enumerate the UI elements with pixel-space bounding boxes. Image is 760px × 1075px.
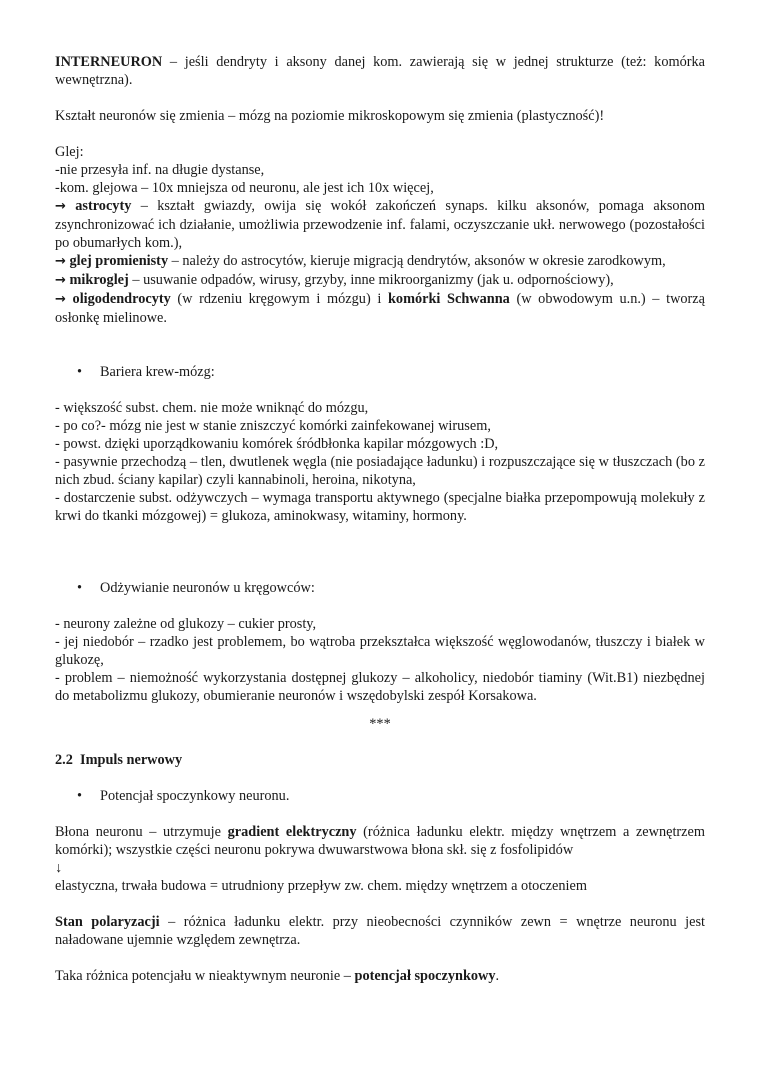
section-title: Impuls nerwowy	[80, 752, 183, 768]
down-arrow-icon: ↓	[55, 860, 63, 876]
glej-promienisty-term: glej promienisty	[69, 253, 169, 269]
potencjal-post: .	[495, 968, 500, 984]
gradient-term: gradient elektryczny	[227, 824, 357, 840]
right-arrow-icon: →	[55, 273, 66, 288]
schwann-text: (w obwodowym u.n.) – tworzą osłonkę mielinowe.	[55, 291, 705, 326]
odzywianie-bullet: • Odżywianie neuronów u kręgowców:	[55, 579, 705, 597]
bariera-line-1: - większość subst. chem. nie może wniknąć do mózgu,	[55, 400, 369, 416]
section-number: 2.2	[55, 752, 73, 768]
blona-post: (różnica ładunku elektr. między wnętrzem a zewnętrzem komórki); wszystkie części neuronu pokrywa dwuwarstwowa błona skł. się z fosfolipidów	[55, 824, 705, 858]
mikroglej-item	[55, 271, 705, 290]
right-arrow-icon: →	[55, 254, 66, 269]
stan-polaryzacji-paragraph	[55, 913, 705, 949]
right-arrow-icon: →	[55, 292, 66, 307]
odzywianie-line-2: - jej niedobór – rzadko jest problemem, bo wątroba przekształca większość węglowodanów, tłuszczy i białek w glukozę,	[55, 634, 705, 668]
potencjal-term: potencjał spoczynkowy	[354, 968, 496, 984]
stan-polaryzacji-term: Stan polaryzacji	[55, 914, 160, 930]
interneuron-text: – jeśli dendryty i aksony danej kom. zawierają się w jednej strukturze (też: komórka wewnętrzna).	[55, 54, 705, 88]
blona-paragraph	[55, 823, 705, 859]
potencjal-pre: Taka różnica potencjału w nieaktywnym neuronie –	[55, 968, 355, 984]
ksztalt-paragraph: Kształt neuronów się zmienia – mózg na poziomie mikroskopowym się zmienia (plastyczność)!	[55, 108, 605, 124]
odzywianie-line-3: - problem – niemożność wykorzystania dostępnej glukozy – alkoholicy, niedobór tiaminy (Wit.B1) niezbędnej do metabolizmu glukozy, obumieranie neuronów i wszędobylski zespół Korsakowa.	[55, 670, 705, 704]
stan-polaryzacji-text: – różnica ładunku elektr. przy nieobecności czynników zewn = wnętrze neuronu jest naładowane ujemnie względem zewnętrza.	[55, 914, 705, 948]
oligodendrocyty-item	[55, 290, 705, 327]
glej-line-1: -nie przesyła inf. na długie dystanse,	[55, 162, 265, 178]
document-page	[55, 53, 705, 985]
oligodendrocyty-term: oligodendrocyty	[72, 291, 171, 307]
blona-pre: Błona neuronu – utrzymuje	[55, 824, 228, 840]
bariera-bullet: • Bariera krew-mózg:	[55, 363, 705, 381]
mikroglej-text: – usuwanie odpadów, wirusy, grzyby, inne mikroorganizmy (jak u. odpornościowy),	[128, 272, 614, 288]
bariera-line-5: - dostarczenie subst. odżywczych – wymaga transportu aktywnego (specjalne białka przepompowują molekuły z krwi do tkanki mózgowej) = glukoza, aminokwasy, witaminy, hormony.	[55, 490, 705, 524]
schwann-term: komórki Schwanna	[387, 291, 510, 307]
interneuron-paragraph	[55, 53, 705, 89]
elastyczna-line: elastyczna, trwała budowa = utrudniony przepływ zw. chem. między wnętrzem a otoczeniem	[55, 878, 587, 894]
astrocyty-term: astrocyty	[75, 198, 132, 214]
bariera-line-2: - po co?- mózg nie jest w stanie zniszczyć komórki zainfekowanej wirusem,	[55, 418, 491, 434]
glej-line-2: -kom. glejowa – 10x mniejsza od neuronu, ale jest ich 10x więcej,	[55, 180, 434, 196]
bariera-line-4: - pasywnie przechodzą – tlen, dwutlenek węgla (nie posiadające ładunku) i rozpuszczające się w tłuszczach (bo z nich zbud. ściany kapilar) czyli kannabinoli, heroina, nikotyna,	[55, 454, 705, 488]
glej-promienisty-item	[55, 252, 705, 271]
impuls-bullet: • Potencjał spoczynkowy neuronu.	[55, 787, 705, 805]
mikroglej-term: mikroglej	[69, 272, 129, 288]
astrocyty-text: – kształt gwiazdy, owija się wokół zakończeń synaps. kilku aksonów, pomaga aksonom zsynchronizować ich działanie, umożliwia przewodzenie inf. falami, oczyszczanie ukł. nerwowego (pozostałości po obumarłych kom.),	[55, 198, 705, 251]
astrocyty-item	[55, 197, 705, 252]
interneuron-term: INTERNEURON	[55, 54, 163, 70]
glej-title: Glej:	[55, 144, 84, 160]
section-heading	[55, 751, 705, 769]
separator: ***	[369, 716, 391, 732]
glej-promienisty-text: – należy do astrocytów, kieruje migracją dendrytów, aksonów w okresie zarodkowym,	[168, 253, 666, 269]
potencjal-paragraph	[55, 967, 705, 985]
oligodendrocyty-text: (w rdzeniu kręgowym i mózgu) i	[170, 291, 388, 307]
odzywianie-line-1: - neurony zależne od glukozy – cukier prosty,	[55, 616, 317, 632]
bariera-line-3: - powst. dzięki uporządkowaniu komórek śródbłonka kapilar mózgowych :D,	[55, 436, 499, 452]
right-arrow-icon: →	[55, 199, 66, 214]
